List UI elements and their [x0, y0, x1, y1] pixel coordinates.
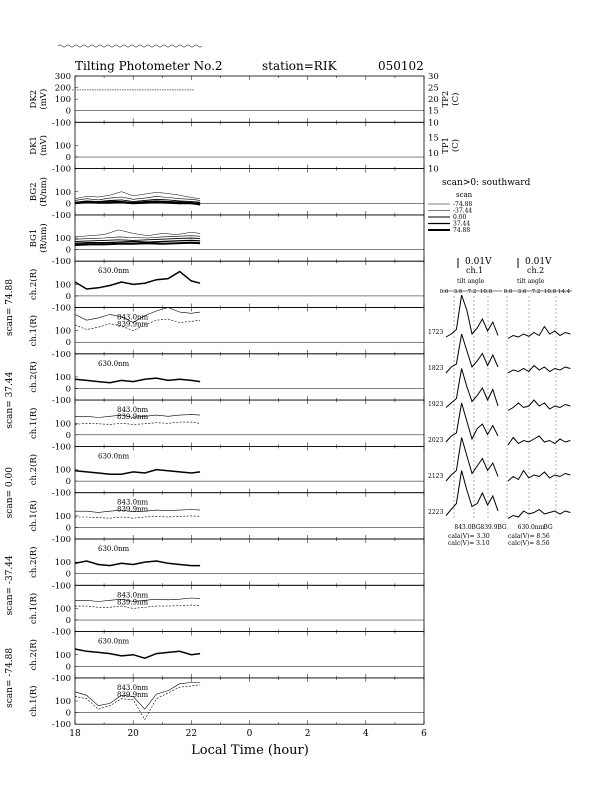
header-squiggle: [58, 45, 202, 47]
panel-frame-bg1: [75, 215, 424, 261]
inset-ch1-tick: 0.0: [439, 289, 449, 295]
y-tick-label: 0: [65, 106, 71, 117]
y-tick-label: -100: [51, 535, 71, 545]
y-tick-label: 0: [65, 430, 71, 441]
x-axis-label: Local Time (hour): [191, 743, 309, 758]
y-tick-label: -100: [51, 210, 71, 221]
x-tick-label: 22: [185, 729, 198, 740]
y-tick-label: 100: [54, 280, 71, 291]
panel-frame-dk2: [75, 76, 424, 122]
tp2-tick-label: 15: [428, 106, 439, 117]
y-tick-label: 100: [54, 372, 71, 383]
y-axis-label-bg1: BG1: [29, 228, 39, 248]
line-label-630: 630.0nm: [98, 359, 130, 368]
inset-ch2-tick: 7.2: [531, 289, 541, 295]
legend-note: scan>0: southward: [442, 178, 531, 188]
scan-label: scan= -37.44: [5, 555, 15, 616]
inset-ch1-tilt: tilt angle: [457, 278, 485, 285]
tp2-tick-label: 30: [428, 72, 439, 82]
panel-frame-dk1: [75, 122, 424, 168]
y-axis-label-s1c2: ch.2(R): [29, 268, 39, 301]
y-tick-label: -100: [51, 257, 71, 268]
y-tick-label: 0: [65, 477, 71, 488]
y-tick-label: 100: [54, 95, 71, 106]
y-axis-label-s2c1: ch.1(R): [29, 407, 39, 439]
inset-ch2-tick: 3.6: [517, 289, 527, 295]
series-839-scan: [75, 516, 200, 518]
inset-ch1-tick: 7.2: [467, 289, 477, 295]
y-axis-label-s2c2: ch.2(R): [29, 361, 39, 393]
y-tick-label: 100: [54, 465, 71, 476]
tp2-tick-label: 20: [428, 95, 439, 106]
tp1-tick-label: 15: [428, 133, 439, 144]
right-axis-tp1_label: (C): [451, 138, 461, 153]
panel-frame-bg2: [75, 169, 424, 215]
figure-title: Tilting Photometer No.2: [75, 59, 223, 73]
inset-ch2-profile: [508, 510, 570, 519]
x-axis-group: [69, 729, 427, 739]
y-tick-label: 0: [65, 662, 71, 673]
line-label-630: 630.0nm: [98, 452, 130, 461]
inset-ch2-calib: cala(V)= 8.56: [508, 533, 550, 540]
y-tick-label: -100: [51, 488, 71, 499]
y-tick-label: 0: [65, 291, 71, 302]
inset-ch2-profile: [508, 400, 570, 411]
panels-group: [28, 72, 424, 730]
y-axis-label-dk1: (mV): [39, 135, 49, 156]
inset-ch1-tick: 3.6: [453, 289, 463, 295]
tp1-tick-label: 10: [428, 118, 439, 129]
y-tick-label: 100: [54, 650, 71, 661]
y-tick-label: -100: [51, 164, 71, 175]
scan-label: scan= 74.88: [5, 279, 15, 336]
y-tick-label: 0: [65, 245, 71, 256]
y-axis-label-bg1: (R/nm): [39, 223, 49, 253]
line-label-843: 843.0nm: [117, 591, 149, 600]
line-label-630: 630.0nm: [98, 267, 130, 276]
y-tick-label: 100: [54, 558, 71, 569]
inset-ch2-tick: 0.0: [503, 289, 513, 295]
y-tick-label: 100: [54, 419, 71, 430]
y-tick-label: 100: [54, 604, 71, 615]
inset-ch1-tick: 10.8: [479, 289, 493, 295]
y-tick-label: 0: [65, 708, 71, 719]
station-label: station=RIK: [262, 59, 337, 73]
legend-title: scan: [456, 191, 473, 199]
scan-label: scan= 0.00: [5, 467, 15, 519]
scan-legend: [428, 178, 531, 234]
inset-ch1-scale: 0.01V: [465, 257, 492, 267]
y-tick-label: 0: [65, 199, 71, 210]
inset-ch1-bottom: 843.0: [454, 524, 472, 531]
x-tick-label: 20: [127, 729, 139, 740]
y-tick-label: -100: [51, 673, 71, 684]
scan-labels-group: [5, 279, 15, 708]
y-tick-label: -100: [51, 627, 71, 638]
y-tick-label: 0: [65, 153, 71, 164]
inset-time-label: 1823: [428, 365, 444, 372]
legend-entry-label: 0.00: [453, 214, 467, 221]
y-tick-label: 100: [54, 187, 71, 198]
y-tick-label: 0: [65, 338, 71, 349]
inset-ch1-bottom: 839.9: [480, 524, 498, 531]
scan-label: scan= -74.88: [5, 647, 15, 708]
inset-ch2-tilt: tilt angle: [517, 278, 545, 285]
inset-ch1-calib: calc(V)= 3.10: [448, 540, 490, 547]
y-axis-label-s5c1: ch.1(R): [29, 685, 39, 717]
inset-ch2-tick: 10.8: [543, 289, 557, 295]
y-axis-label-dk2: (mV): [39, 88, 49, 110]
right-axis-group: [428, 72, 461, 175]
line-label-843: 843.0nm: [117, 406, 149, 415]
inset-ch1-calib: cala(V)= 3.30: [448, 533, 490, 540]
x-tick-label: 0: [246, 729, 253, 740]
y-tick-label: 0: [65, 569, 71, 580]
inset-ch2-scale: 0.01V: [525, 257, 552, 267]
inset-time-label: 2123: [428, 473, 444, 480]
series-630-scan: [75, 470, 200, 475]
line-label-839: 839.9nm: [117, 598, 149, 607]
y-tick-label: -100: [51, 442, 71, 453]
tp1-tick-label: 10: [428, 149, 439, 160]
y-tick-label: 0: [65, 384, 71, 395]
y-tick-label: 100: [54, 234, 71, 245]
series-630-scan: [75, 649, 200, 658]
inset-ch2-bottom: 630.0nm: [517, 524, 545, 531]
y-axis-label-s4c1: ch.1(R): [29, 592, 39, 625]
tilt-profile-inset: [428, 257, 572, 547]
y-axis-label-s3c2: ch.2(R): [29, 453, 39, 486]
series-bg2-74.88: [75, 202, 200, 204]
y-tick-label: 100: [54, 326, 71, 337]
y-axis-label-s3c1: ch.1(R): [29, 500, 39, 532]
legend-entry-label: 74.88: [453, 227, 471, 234]
series-630-scan: [75, 378, 200, 383]
inset-ch2-calib: calc(V)= 8.56: [508, 540, 550, 547]
y-tick-label: -100: [51, 581, 71, 592]
inset-time-label: 1923: [428, 401, 444, 408]
y-tick-label: -100: [51, 349, 71, 360]
tp2-tick-label: 25: [428, 83, 439, 94]
legend-entry-label: -74.88: [453, 201, 473, 208]
series-839-scan: [75, 422, 200, 424]
x-tick-label: 2: [304, 729, 311, 740]
inset-ch2-profile: [508, 327, 570, 339]
x-tick-label: 6: [421, 729, 427, 740]
line-label-839: 839.9nm: [117, 320, 149, 329]
y-axis-label-s4c2: ch.2(R): [29, 546, 39, 578]
inset-ch1-bottom: BG: [471, 524, 481, 531]
y-tick-label: 0: [65, 616, 71, 627]
y-tick-label: -100: [51, 303, 71, 314]
inset-ch2-title: ch.2: [527, 266, 545, 275]
line-label-839: 839.9nm: [117, 413, 149, 422]
inset-time-label: 2223: [428, 509, 444, 516]
y-tick-label: 100: [54, 697, 71, 708]
x-tick-label: 18: [69, 729, 81, 740]
y-axis-label-s5c2: ch.2(R): [29, 639, 39, 671]
y-axis-label-bg2: (R/nm): [39, 177, 49, 207]
y-axis-label-bg2: BG2: [29, 182, 39, 202]
x-tick-label: 4: [362, 729, 369, 740]
series-630-scan: [75, 561, 200, 566]
line-label-843: 843.0nm: [117, 313, 149, 322]
y-tick-label: -100: [51, 118, 71, 129]
y-tick-label: 300: [54, 72, 71, 82]
right-axis-tp2_label: (C): [451, 92, 461, 106]
inset-ch2-profile: [508, 471, 570, 482]
line-label-839: 839.9nm: [117, 690, 149, 699]
tp1-tick-label: 10: [428, 164, 439, 175]
line-label-630: 630.0nm: [98, 637, 130, 646]
inset-ch2-bottom: BG: [543, 524, 553, 531]
y-tick-label: 100: [54, 141, 71, 152]
y-tick-label: 0: [65, 523, 71, 534]
inset-ch2-tick: 14.4: [557, 289, 571, 295]
series-bg2--74.88: [75, 192, 200, 199]
right-axis-tp1_label: TP1: [441, 137, 451, 154]
scan-label: scan= 37.44: [5, 371, 15, 429]
inset-ch2-profile: [508, 436, 570, 445]
y-tick-label: 100: [54, 511, 71, 522]
right-axis-tp2_label: TP2: [441, 90, 451, 108]
y-axis-label-s1c1: ch.1(R): [29, 314, 39, 347]
legend-entry-label: 37.44: [453, 220, 471, 228]
inset-ch1-title: ch.1: [466, 266, 484, 275]
line-label-843: 843.0nm: [117, 498, 149, 507]
inset-time-label: 2023: [428, 437, 444, 444]
series-630-scan: [75, 272, 200, 289]
inset-ch2-profile: [508, 366, 570, 374]
inset-time-label: 1723: [428, 329, 444, 336]
line-label-839: 839.9nm: [117, 505, 149, 514]
line-label-630: 630.0nm: [98, 545, 130, 553]
legend-entry-label: -37.44: [453, 207, 473, 215]
y-tick-label: 200: [54, 83, 71, 94]
y-tick-label: -100: [51, 720, 71, 731]
line-label-843: 843.0nm: [117, 683, 149, 692]
y-axis-label-dk1: DK1: [29, 136, 39, 155]
y-axis-label-dk2: DK2: [29, 89, 39, 109]
y-tick-label: -100: [51, 396, 71, 407]
inset-ch1-bottom: BG: [497, 524, 507, 531]
date-label: 050102: [378, 59, 424, 73]
